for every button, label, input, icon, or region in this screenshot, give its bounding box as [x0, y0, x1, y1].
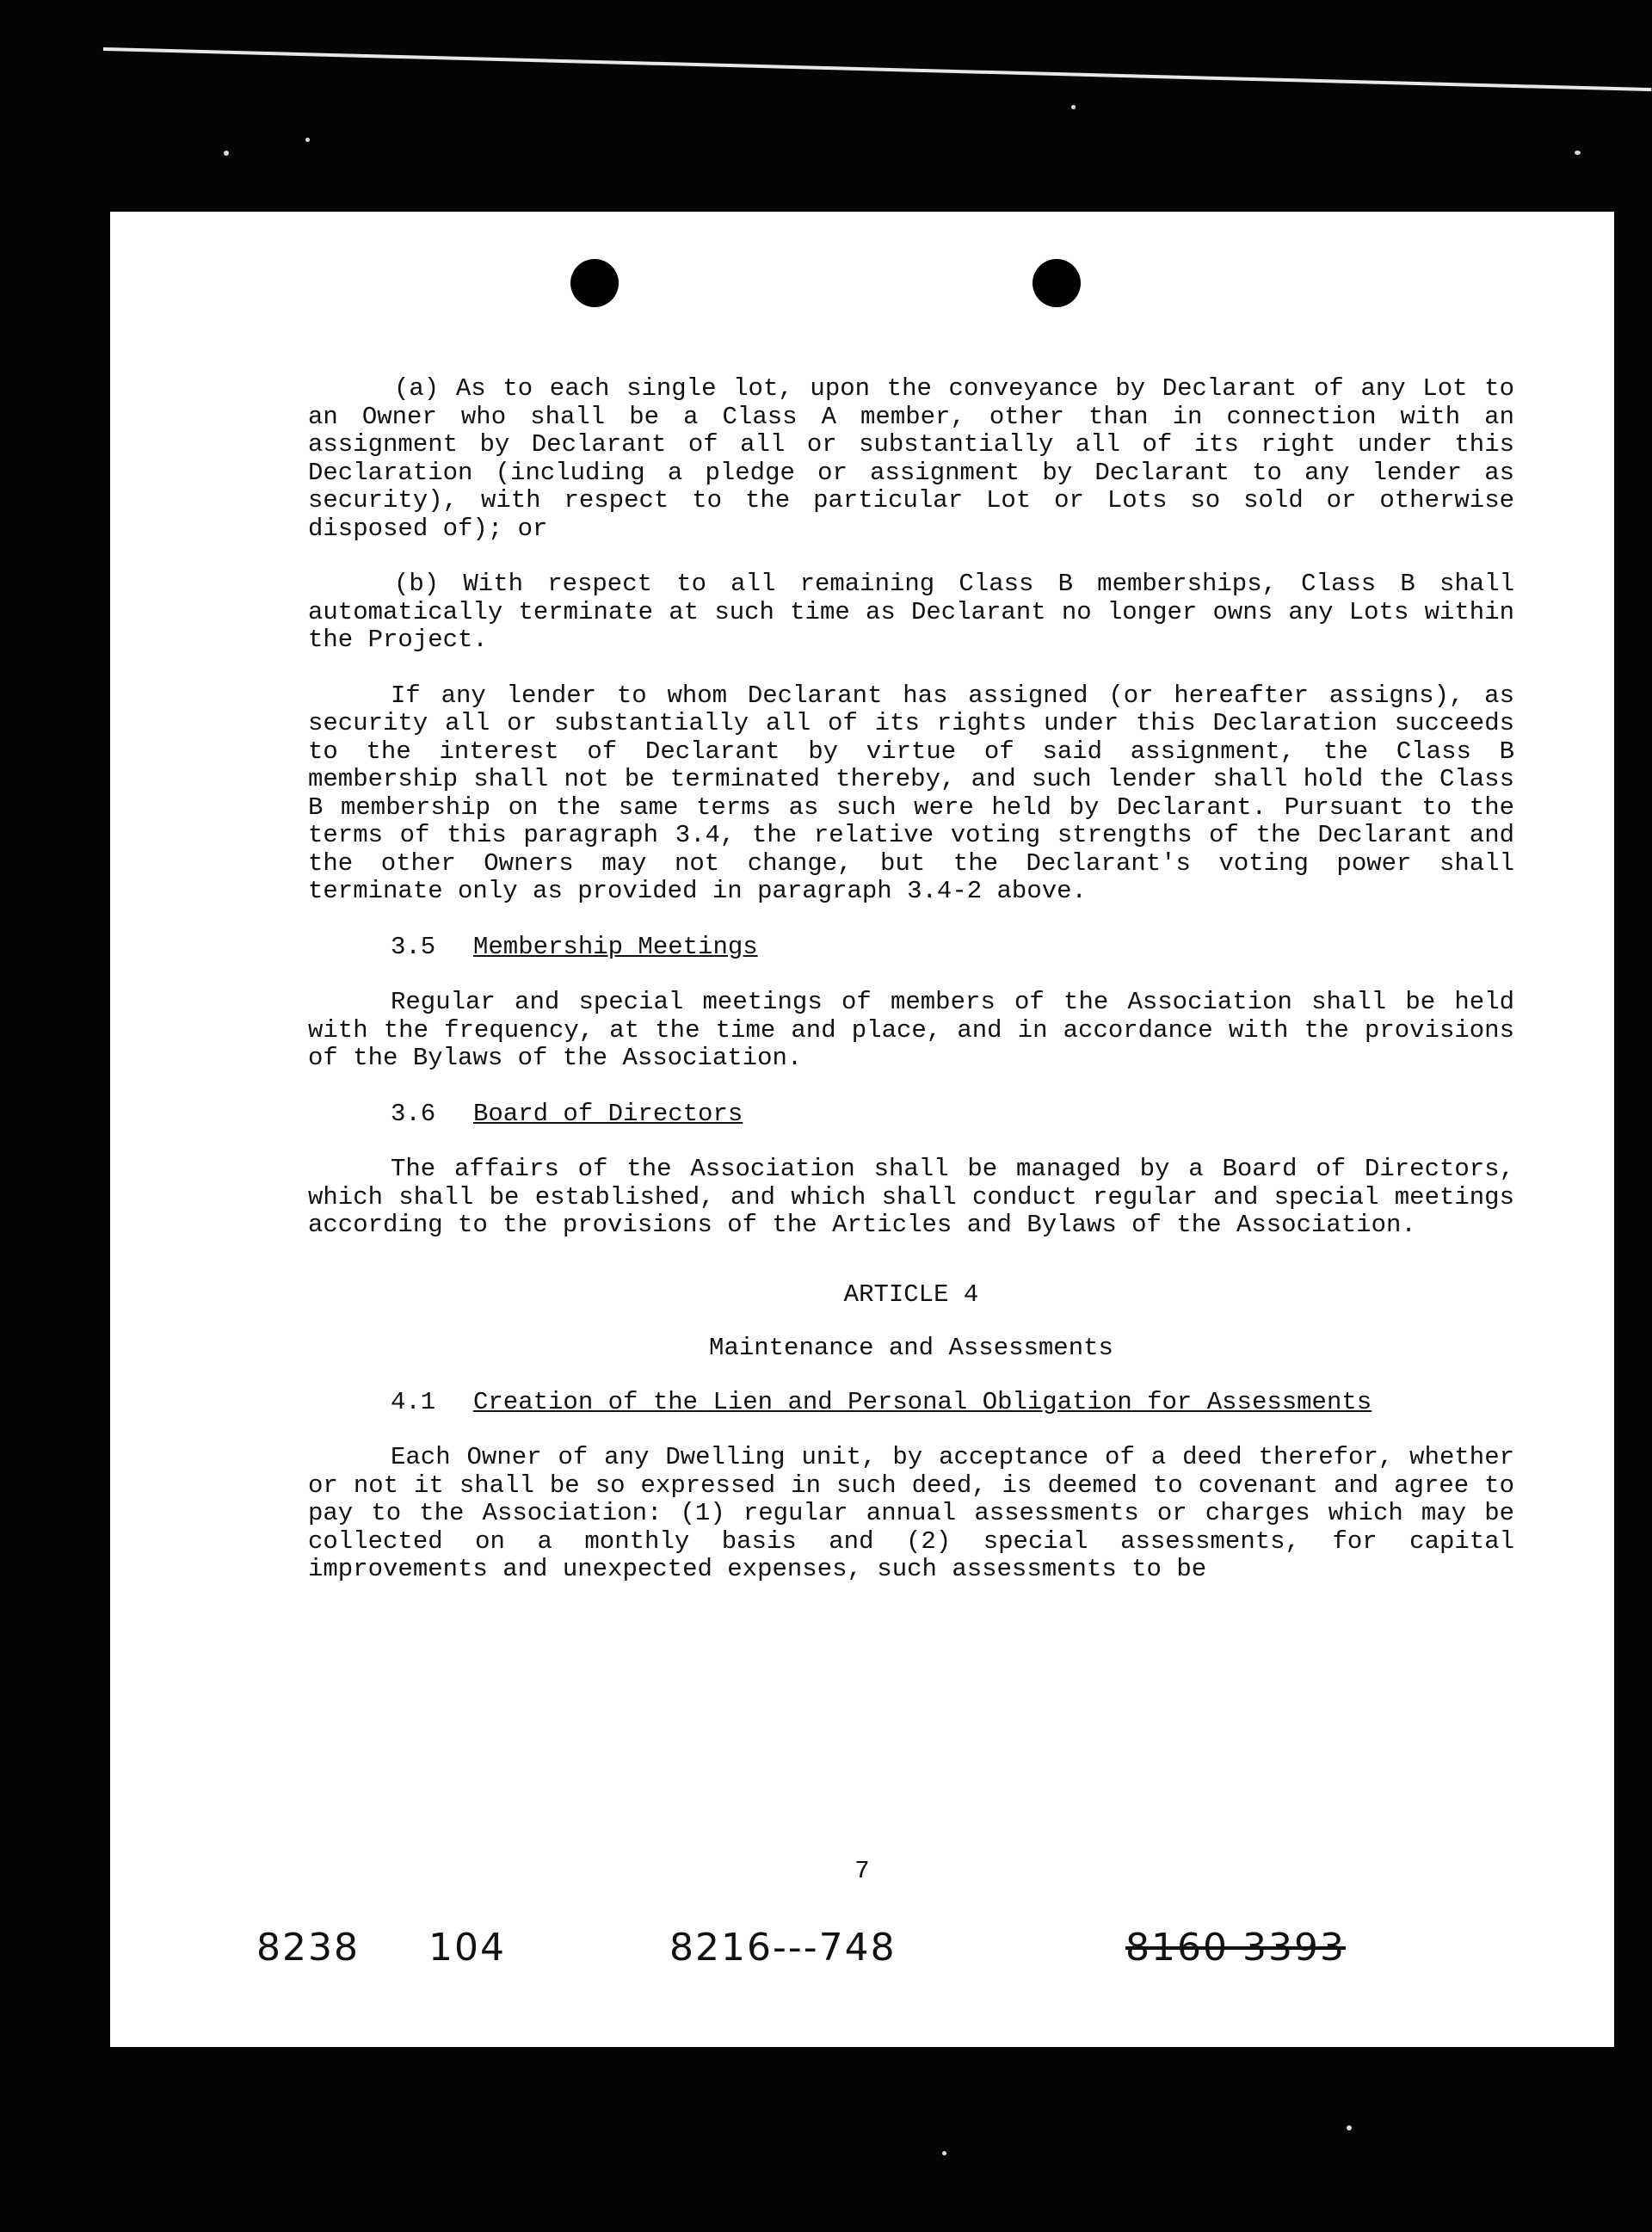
scan-speck	[1575, 151, 1581, 155]
section-title: Creation of the Lien and Personal Obligation for Assessments	[473, 1387, 1372, 1416]
scan-speck	[305, 138, 310, 142]
section-heading-3-5	[308, 934, 1514, 962]
paragraph-b: (b) With respect to all remaining Class B memberships, Class B shall automatically terminate at such time as Declarant no longer owns any Lots within the Project.	[308, 570, 1514, 654]
section-number: 3.6	[391, 1099, 436, 1128]
section-heading-3-6	[308, 1101, 1514, 1129]
section-number: 4.1	[391, 1387, 436, 1416]
article-heading: ARTICLE 4	[843, 1279, 979, 1309]
stamp-book: 8238	[256, 1926, 360, 1970]
stamp-ref-right: 8160 3393	[1125, 1926, 1346, 1970]
page-number: 7	[854, 1857, 870, 1885]
section-title: Membership Meetings	[473, 932, 758, 961]
paragraph-lender: If any lender to whom Declarant has assigned (or hereafter assigns), as security all or substantially all of its rights under this Declaration succeeds to the interest of Declarant by virtue of said assignment, the Class B membership shall not be terminated thereby, and such lender shall hold the Class B membership on the same terms as such were held by Declarant. Pursuant to the terms of this paragraph 3.4, the relative voting strengths of the Declarant and the other Owners may not change, but the Declarant's voting power shall terminate only as provided in paragraph 3.4-2 above.	[308, 681, 1514, 905]
scan-speck	[1347, 2125, 1352, 2130]
article-title: Maintenance and Assessments	[709, 1334, 1113, 1362]
paragraph-a: (a) As to each single lot, upon the conveyance by Declarant of any Lot to an Owner who shall be a Class A member, other than in connection with an assignment by Declarant of all or substantially all of its right under this Declaration (including a pledge or assignment by Declarant to any lender as security), with respect to the particular Lot or Lots so sold or otherwise disposed of); or	[308, 374, 1514, 543]
stamp-ref-middle: 8216---748	[669, 1926, 897, 1970]
document-body	[308, 375, 1514, 1612]
section-number: 3.5	[391, 932, 436, 961]
section-heading-4-1	[308, 1389, 1514, 1417]
paragraph-owner: Each Owner of any Dwelling unit, by acceptance of a deed therefor, whether or not it shall be so expressed in such deed, is deemed to covenant and agree to pay to the Association: (1) regular annual assessments or charges which may be collected on a monthly basis and (2) special assessments, for capital improvements and unexpected expenses, such assessments to be	[308, 1443, 1514, 1583]
stamp-page: 104	[428, 1926, 506, 1970]
punch-hole-right	[1032, 259, 1081, 307]
scan-speck	[942, 2151, 946, 2155]
scan-speck	[224, 151, 229, 156]
scan-edge-line	[103, 47, 1651, 91]
document-page	[110, 212, 1614, 2047]
paragraph-board: The affairs of the Association shall be managed by a Board of Directors, which shall be established, and which shall conduct regular and special meetings according to the provisions of the Articles and Bylaws of the Association.	[308, 1155, 1514, 1239]
section-title: Board of Directors	[473, 1099, 743, 1128]
paragraph-meetings: Regular and special meetings of members of the Association shall be held with the frequency, at the time and place, and in accordance with the provisions of the Bylaws of the Association.	[308, 988, 1514, 1072]
punch-hole-left	[570, 259, 619, 307]
scan-speck	[1071, 105, 1076, 109]
